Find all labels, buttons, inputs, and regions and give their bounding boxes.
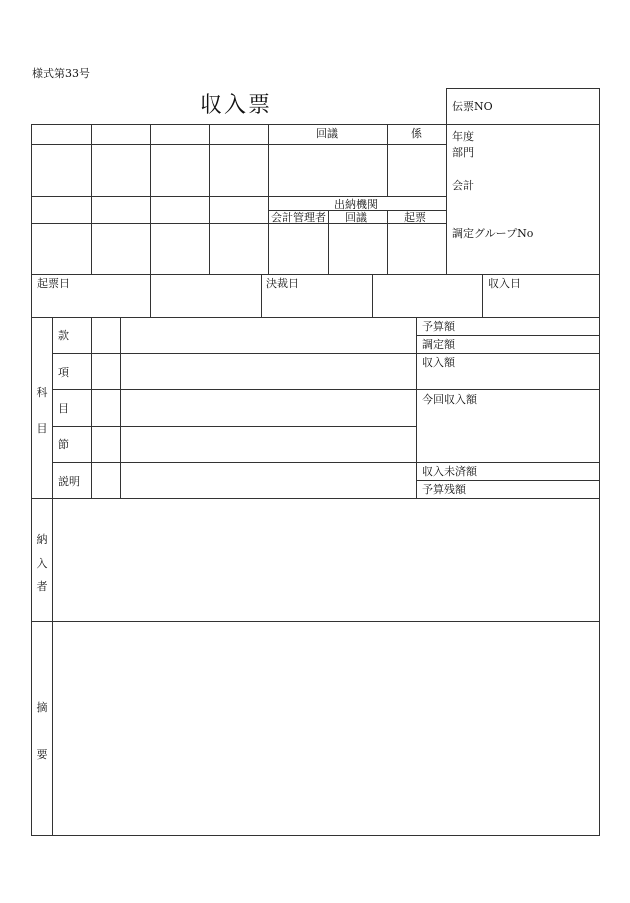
year-label: 年度: [452, 130, 474, 143]
payer-label-1: 納: [36, 533, 48, 546]
subject-row-kan: 款: [58, 329, 69, 342]
unreceived-label: 収入未済額: [422, 465, 477, 478]
disbursing-org-label: 出納機関: [334, 198, 378, 211]
subject-row-setsumei: 説明: [58, 475, 80, 488]
form-title: 収入票: [200, 93, 273, 118]
accounting-manager-label: 会計管理者: [271, 211, 326, 224]
summary-label-1: 摘: [36, 701, 48, 714]
subject-row-setsu: 節: [58, 438, 69, 451]
subject-row-kou: 項: [58, 366, 69, 379]
form-number: 様式第33号: [32, 67, 90, 80]
dept-label: 部門: [452, 146, 474, 159]
assessed-label: 調定額: [422, 338, 455, 351]
accounting-label: 会計: [452, 179, 474, 192]
adjust-group-label: 調定グループNo: [452, 227, 534, 240]
budget-label: 予算額: [422, 320, 455, 333]
current-received-label: 今回収入額: [422, 393, 477, 406]
slip-no-label: 伝票NO: [452, 100, 493, 113]
summary-label-2: 要: [36, 748, 48, 761]
decision-date-label: 決裁日: [266, 277, 299, 290]
subject-label-1: 科: [36, 386, 48, 399]
budget-remaining-label: 予算残額: [422, 483, 466, 496]
kaigi2-label: 回議: [345, 211, 367, 224]
receipt-date-label: 収入日: [488, 277, 521, 290]
payer-label-3: 者: [36, 580, 48, 593]
subject-label-2: 目: [36, 422, 48, 435]
draft-date-label: 起票日: [37, 277, 70, 290]
kaigi-label: 回議: [316, 127, 338, 140]
received-label: 収入額: [422, 356, 455, 369]
payer-label-2: 入: [36, 557, 48, 570]
kakari-label: 係: [411, 127, 422, 140]
subject-row-moku: 目: [58, 402, 69, 415]
kihyo-label: 起票: [404, 211, 426, 224]
